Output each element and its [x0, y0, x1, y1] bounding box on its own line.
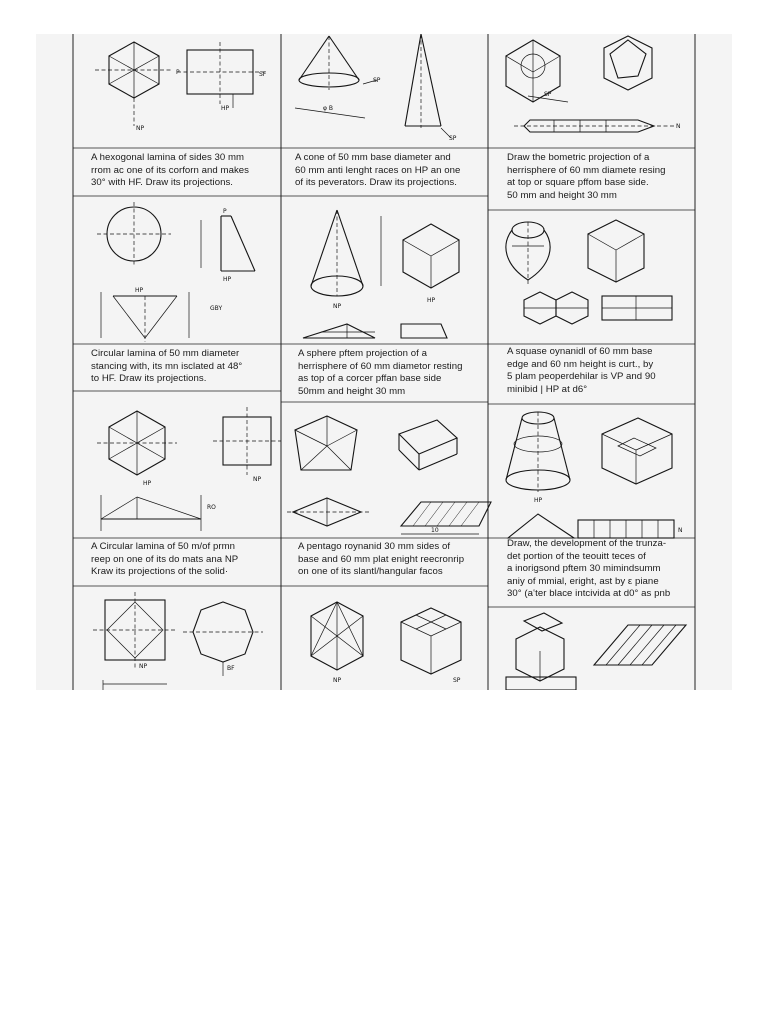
label-sp-2: SP	[449, 135, 457, 142]
worksheet-sheet	[36, 34, 732, 690]
label-p: P	[223, 208, 227, 215]
square-hexagon-figure	[73, 586, 281, 690]
problem-caption: A squase oynanidl of 60 mm base edge and 60 nm height is curt., by 5 plam peoperdehilar is VP and 90 minibid | HP at d6°	[507, 346, 656, 395]
label-np: NP	[253, 476, 262, 483]
problem-cell-r0c2	[488, 34, 695, 210]
pentagon-pyramid-figure	[281, 402, 488, 538]
sphere-cone-figure	[281, 196, 488, 344]
label-sp: SP	[373, 77, 381, 84]
label-n: N	[676, 123, 681, 130]
problem-cell-r3c0	[73, 586, 281, 690]
hemisphere-isometric-figure	[488, 34, 695, 148]
circular-lamina-hexagon-figure	[73, 391, 281, 538]
problem-caption: A hexogonal lamina of sides 30 mm rrom ac one of its corforn and makes 30° with HF. Draw its projections.	[91, 152, 250, 188]
problem-cell-r3c1	[281, 586, 488, 690]
label-p: P	[176, 69, 180, 76]
pyramid-section-figure	[488, 210, 695, 344]
problem-cell-r2c1	[281, 402, 488, 586]
problem-cell-r1c0	[73, 196, 281, 391]
label-bf: BF	[227, 665, 235, 672]
label-np: NP	[333, 677, 342, 684]
label-hp-2: HP	[135, 287, 144, 294]
problem-caption: A pentago roynanid 30 mm sides of base and 60 mm plat enight reecronrip on one of its slantl/hangular facos	[298, 541, 465, 577]
problem-caption: Draw, the development of the trunza- det portion of the teouitt teces of a inorigsond pftem 30 mimindsumm aniy of mmial, eright, ast by ε piane 30° (a‛ter blace intcivida at d0° as pnb	[507, 538, 671, 599]
cut-prism-figure	[488, 607, 695, 690]
label-sf: SF	[259, 71, 267, 78]
circular-lamina-figure	[73, 196, 281, 344]
label-np: NP	[139, 663, 148, 670]
label-n: N	[678, 527, 683, 534]
label-hp: HP	[221, 105, 230, 112]
problem-caption: A Circular lamina of 50 m/of prmn reep on one of its do mats ana NP Kraw its projections of the solid·	[91, 541, 239, 577]
label-phi-b: φ B	[323, 105, 333, 112]
problem-caption: A sphere pftem projection of a herrisphere of 60 mm diametor resting as top of a corcer pffan base side 50mm and height 30 mm	[298, 348, 463, 397]
label-hp: HP	[427, 297, 436, 304]
problem-caption: Circular lamina of 50 mm diameter stancing with, its mn isclated at 48° to HF. Draw its projections.	[91, 348, 243, 384]
problem-caption: Draw the bometric projection of a herrisphere of 60 mm diamete resing at top or square pffom base side. 50 mm and height 30 mm	[507, 152, 666, 201]
hexagon-lamina-figure	[73, 34, 281, 148]
problem-cell-r0c1	[281, 34, 488, 196]
problem-cell-r1c1	[281, 196, 488, 402]
label-hp: HP	[143, 480, 152, 487]
label-sp: SP	[544, 91, 552, 98]
label-sp: SP	[453, 677, 461, 684]
label-np: NP	[333, 303, 342, 310]
pyramid-prism-figure	[281, 586, 488, 690]
problem-cell-r2c2	[488, 404, 695, 607]
label-np: NP	[136, 125, 145, 132]
problem-caption: A cone of 50 mm base diameter and 60 mm anti lenght races on HP an one of its peverators. Draw its projections.	[295, 152, 461, 188]
cone-figure	[281, 34, 488, 148]
problem-cell-r0c0	[73, 34, 281, 196]
problem-cell-r2c0	[73, 391, 281, 586]
problem-cell-r1c2	[488, 210, 695, 404]
label-gby: GBY	[210, 305, 223, 312]
label-hp: HP	[223, 276, 232, 283]
label-ro: RO	[207, 504, 216, 511]
problem-cell-r3c2	[488, 607, 695, 690]
label-dim-10: 10	[431, 527, 439, 534]
truncated-cone-figure	[488, 404, 695, 538]
label-hp: HP	[534, 497, 543, 504]
